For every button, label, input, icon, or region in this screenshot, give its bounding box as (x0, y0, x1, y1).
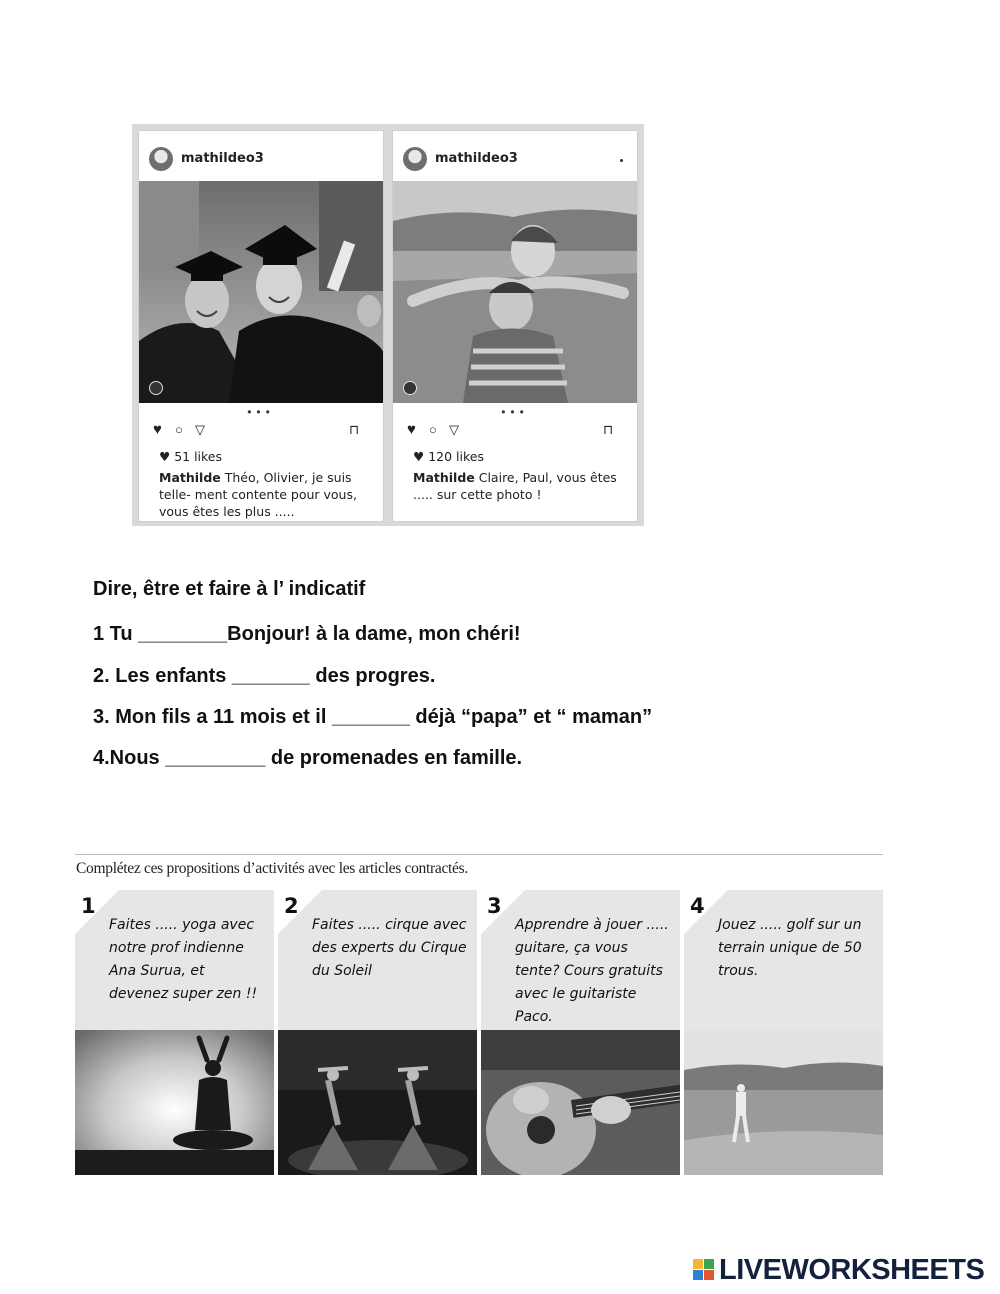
activity-card-yoga (75, 890, 274, 1175)
username: mathildeo3 (435, 151, 518, 166)
card-number: 4 (690, 894, 705, 918)
logo-text: LIVEWORKSHEETS (719, 1254, 985, 1286)
exercise-line-4: 4.Nous _________ de promenades en famille. (93, 747, 523, 769)
graduation-photo (139, 181, 383, 403)
heart-icon[interactable]: ♥ (407, 421, 416, 438)
activity-card-circus (278, 890, 477, 1175)
caption-text: Claire, Paul, vous êtes ..... sur cette photo ! (413, 470, 617, 502)
send-icon[interactable]: ▽ (449, 422, 459, 437)
piggyback-photo (393, 181, 637, 403)
post-caption (159, 469, 371, 520)
avatar (149, 147, 173, 171)
card-text: Faites ..... yoga avec notre prof indienne Ana Surua, et devenez super zen !! (109, 917, 258, 1002)
comment-icon[interactable]: ○ (175, 422, 183, 437)
activities-title: Complétez ces propositions d’activités avec les articles contractés. (76, 860, 468, 877)
more-options-icon[interactable] (620, 159, 623, 162)
divider (75, 854, 883, 855)
golf-photo (684, 1030, 883, 1175)
exercise-line-3: 3. Mon fils a 11 mois et il _______ déjà “papa” et “ maman” (93, 706, 653, 728)
logo-square-1 (693, 1259, 703, 1269)
bookmark-icon[interactable]: ⊓ (603, 422, 614, 437)
guitar-photo (481, 1030, 680, 1175)
logo-mark-icon (693, 1259, 715, 1281)
card-text: Faites ..... cirque avec des experts du Cirque du Soleil (312, 917, 467, 979)
user-tag-icon[interactable] (403, 381, 417, 395)
likes-text: 51 likes (174, 449, 223, 464)
card-text: Apprendre à jouer ..... guitare, ça vous tente? Cours gratuits avec le guitariste Paco. (515, 917, 669, 1025)
post-actions (407, 421, 627, 439)
logo-square-2 (704, 1259, 714, 1269)
heart-icon[interactable]: ♥ (153, 421, 162, 438)
post-header (393, 131, 637, 179)
instagram-posts (132, 124, 644, 526)
card-number: 1 (81, 894, 96, 918)
card-number: 3 (487, 894, 502, 918)
activity-card-guitar (481, 890, 680, 1175)
card-number: 2 (284, 894, 299, 918)
carousel-dots: ••• (501, 405, 529, 419)
post-header (139, 131, 383, 179)
logo-square-4 (704, 1270, 714, 1280)
comment-icon[interactable]: ○ (429, 422, 437, 437)
exercise-line-2: 2. Les enfants _______ des progres. (93, 665, 436, 687)
carousel-dots: ••• (247, 405, 275, 419)
exercise-line-1: 1 Tu ________Bonjour! à la dame, mon chéri! (93, 623, 521, 645)
exercise-title: Dire, être et faire à l’ indicatif (93, 578, 366, 600)
circus-photo (278, 1030, 477, 1175)
caption-author: Mathilde (413, 470, 475, 485)
caption-author: Mathilde (159, 470, 221, 485)
post-piggyback (392, 130, 638, 522)
post-graduation (138, 130, 384, 522)
post-caption (413, 469, 625, 503)
post-actions (153, 421, 373, 439)
user-tag-icon[interactable] (149, 381, 163, 395)
username: mathildeo3 (181, 151, 264, 166)
likes-text: 120 likes (428, 449, 484, 464)
likes-count: ♥ 120 likes (413, 449, 484, 464)
yoga-photo (75, 1030, 274, 1175)
caption-text: Théo, Olivier, je suis telle- ment contente pour vous, vous êtes les plus ..... (159, 470, 357, 519)
activity-card-golf (684, 890, 883, 1175)
logo-square-3 (693, 1270, 703, 1280)
avatar (403, 147, 427, 171)
likes-count: ♥ 51 likes (159, 449, 223, 464)
bookmark-icon[interactable]: ⊓ (349, 422, 360, 437)
card-text: Jouez ..... golf sur un terrain unique de 50 trous. (718, 917, 862, 979)
send-icon[interactable]: ▽ (195, 422, 205, 437)
